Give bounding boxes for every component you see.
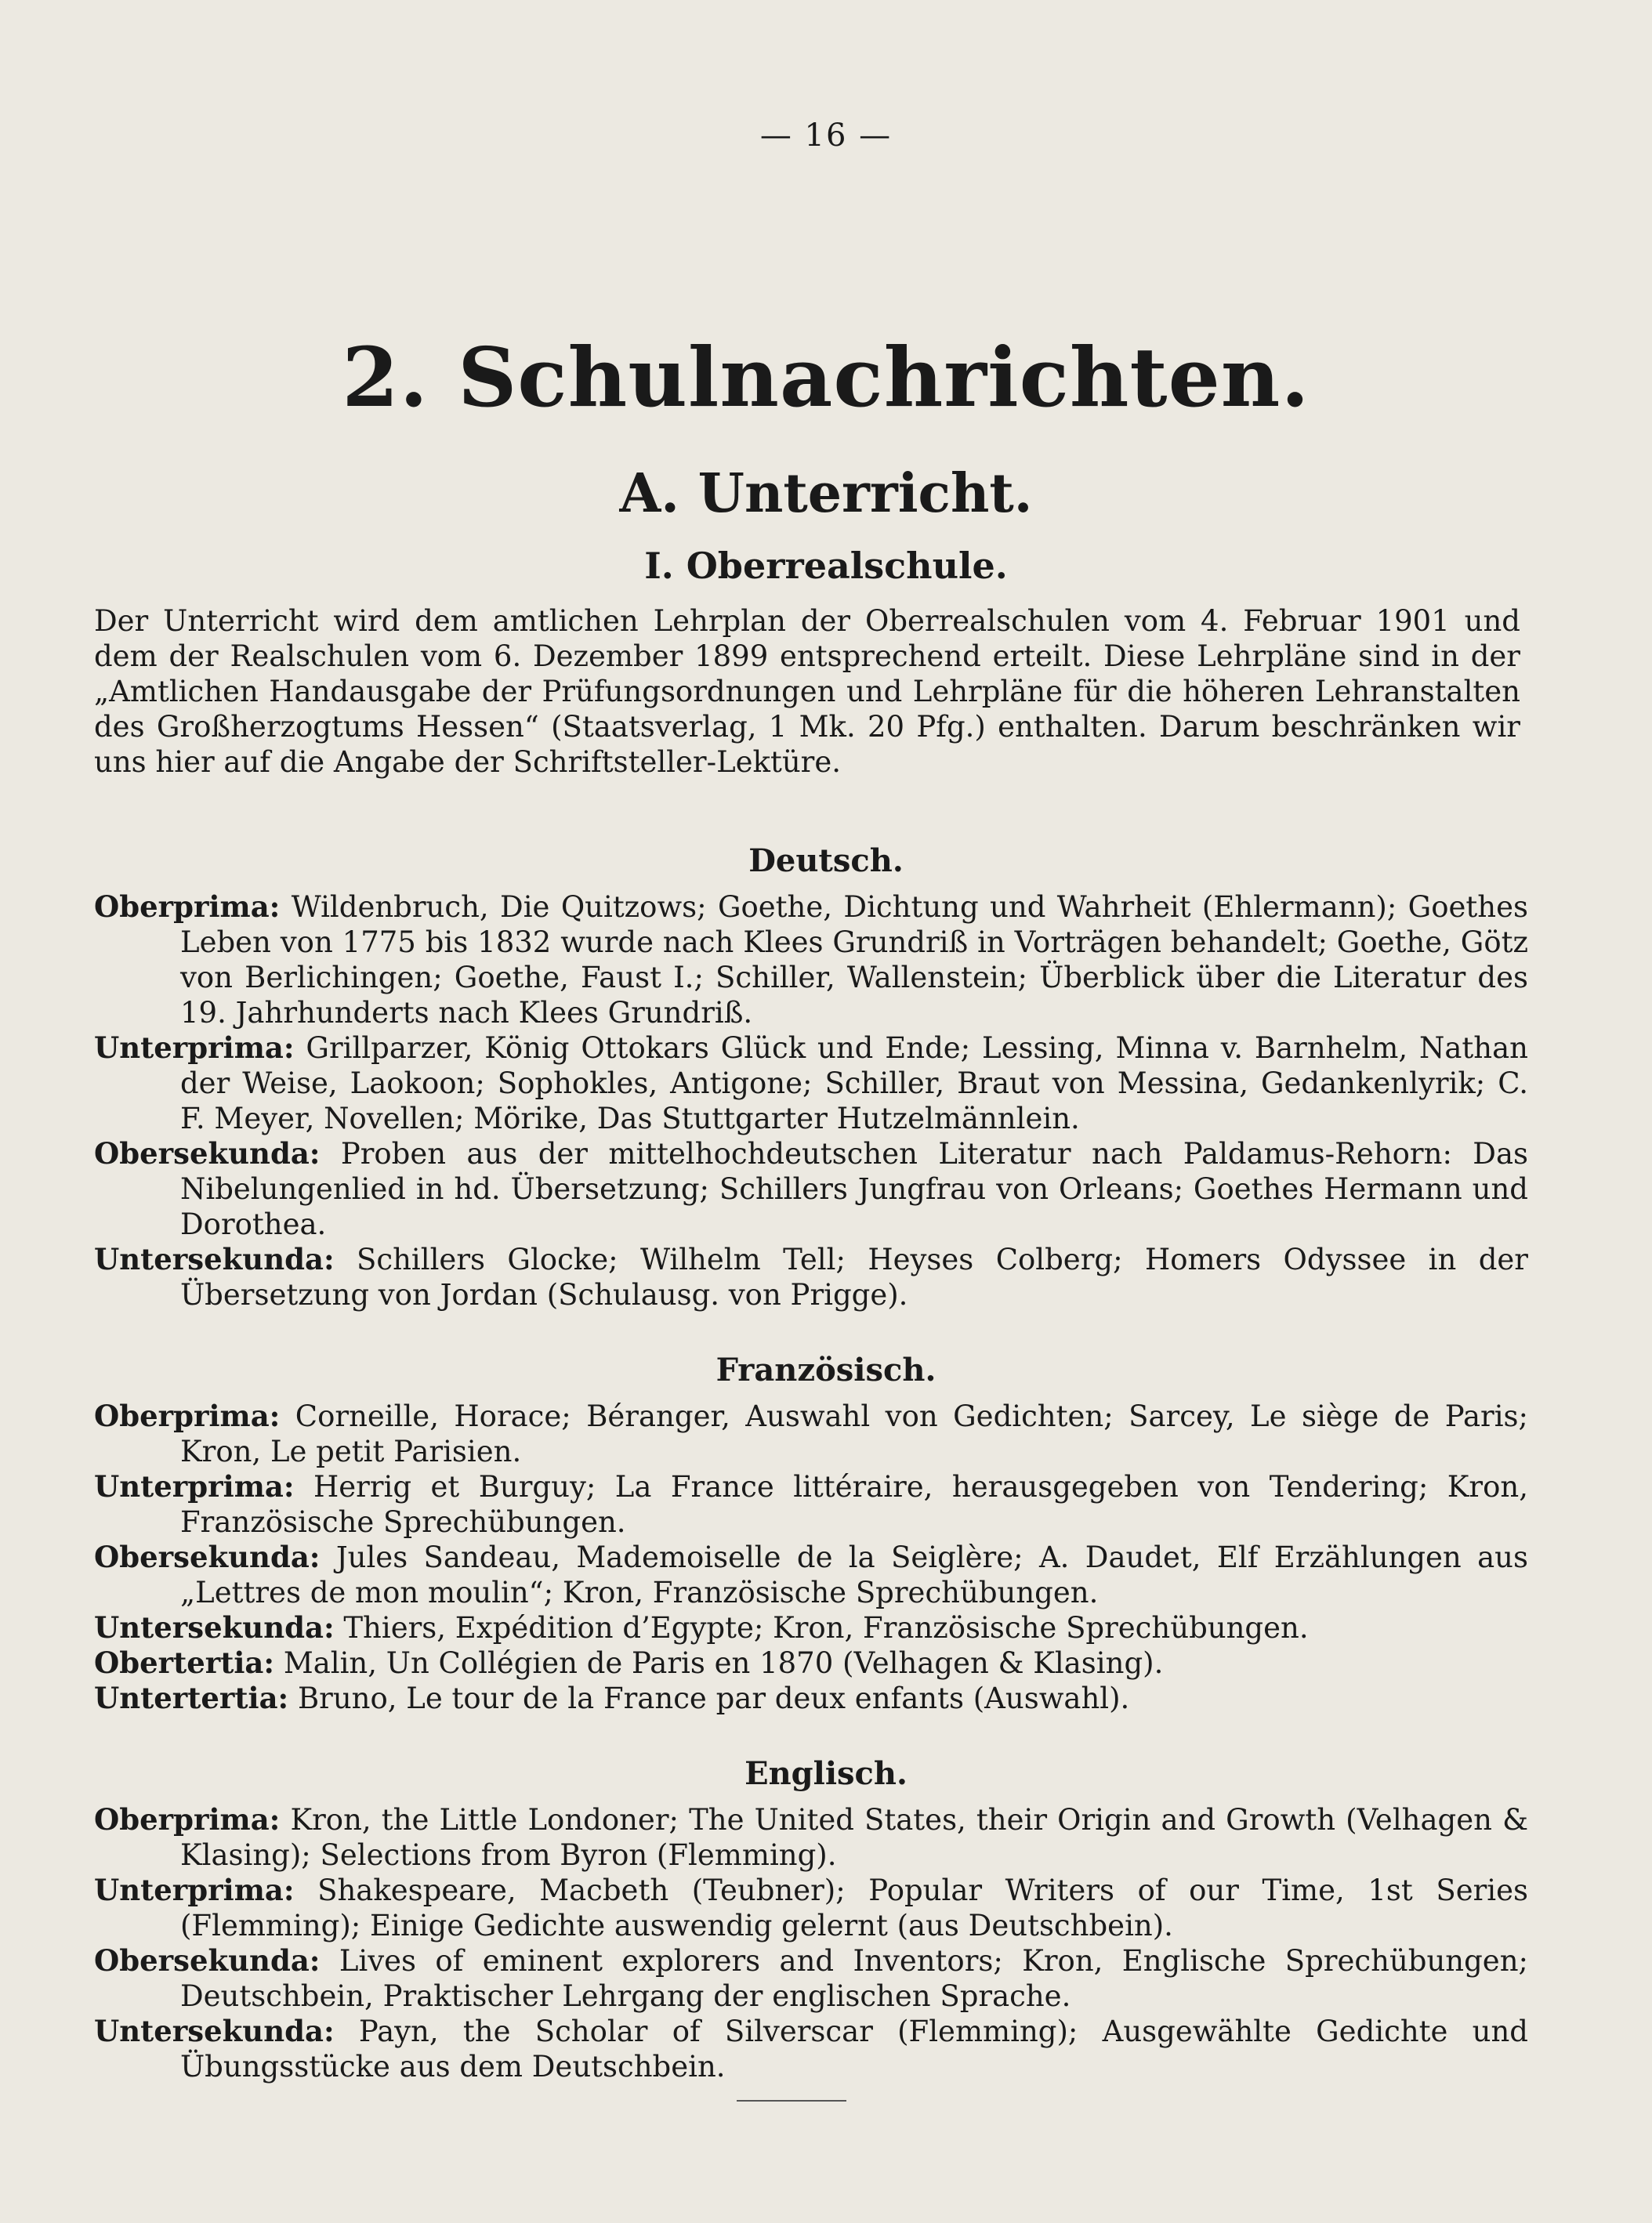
entry-text: Corneille, Horace; Béranger, Auswahl von Gedichten; Sarcey, Le siège de Paris; Kron, Le petit Parisien. (180, 1399, 1528, 1468)
franzoesisch-entries (94, 1399, 1528, 1716)
entry-label: Unterprima: (94, 1030, 295, 1065)
entry-label: Oberprima: (94, 889, 281, 924)
entry-text: Grillparzer, König Ottokars Glück und Ende; Lessing, Minna v. Barnhelm, Nathan der Weise, Laokoon; Sophokles, Antigone; Schiller, Braut von Messina, Gedankenlyrik; C. F. Meyer, Novellen; Mörike, Das Stuttgarter Hutzelmännlein. (180, 1031, 1528, 1135)
entry-text: Schillers Glocke; Wilhelm Tell; Heyses Colberg; Homers Odyssee in der Übersetzung von Jordan (Schulausg. von Prigge). (180, 1243, 1528, 1312)
entry-label: Untertertia: (94, 1681, 289, 1715)
entry-obersekunda (94, 1136, 1528, 1242)
page-title: 2. Schulnachrichten. (342, 329, 1310, 425)
entry-label: Untersekunda: (94, 1610, 335, 1645)
entry-obersekunda (94, 1540, 1528, 1610)
entry-text: Jules Sandeau, Mademoiselle de la Seiglère; A. Daudet, Elf Erzählungen aus „Lettres de mon moulin“; Kron, Französische Sprechübungen. (180, 1541, 1528, 1609)
entry-untersekunda (94, 1242, 1528, 1312)
entry-label: Obersekunda: (94, 1540, 321, 1574)
entry-text: Malin, Un Collégien de Paris en 1870 (Velhagen & Klasing). (283, 1646, 1164, 1680)
subsection-heading-i: I. Oberrealschule. (644, 545, 1008, 587)
entry-untertertia (94, 1681, 1528, 1716)
englisch-entries (94, 1802, 1528, 2084)
entry-label: Obertertia: (94, 1646, 275, 1680)
entry-text: Proben aus der mittelhochdeutschen Literatur nach Paldamus-Rehorn: Das Nibelungenlied in hd. Übersetzung; Schillers Jungfrau von Orleans; Goethes Hermann und Dorothea. (180, 1137, 1528, 1241)
section-heading-a: A. Unterricht. (619, 462, 1033, 525)
entry-text: Kron, the Little Londoner; The United States, their Origin and Growth (Velhagen & Klasing); Selections from Byron (Flemming). (180, 1803, 1528, 1872)
entry-unterprima (94, 1873, 1528, 1943)
entry-text: Herrig et Burguy; La France littéraire, herausgegeben von Tendering; Kron, Französische Sprechübungen. (180, 1470, 1528, 1539)
entry-text: Thiers, Expédition d’Egypte; Kron, Französische Sprechübungen. (343, 1611, 1309, 1645)
deutsch-entries (94, 889, 1528, 1312)
entry-obertertia (94, 1646, 1528, 1681)
closing-rule (737, 2100, 846, 2102)
entry-label: Oberprima: (94, 1399, 281, 1433)
entry-label: Unterprima: (94, 1873, 295, 1907)
entry-text: Lives of eminent explorers and Inventors; Kron, Englische Sprechübungen; Deutschbein, Praktischer Lehrgang der englischen Sprache. (180, 1944, 1528, 2013)
entry-unterprima (94, 1469, 1528, 1540)
section-title-englisch: Englisch. (744, 1755, 908, 1792)
section-title-deutsch: Deutsch. (748, 842, 904, 879)
entry-label: Unterprima: (94, 1469, 295, 1504)
entry-untersekunda (94, 2014, 1528, 2084)
entry-text: Shakespeare, Macbeth (Teubner); Popular Writers of our Time, 1st Series (Flemming); Einige Gedichte auswendig gelernt (aus Deutschbein). (180, 1874, 1528, 1942)
entry-oberprima (94, 889, 1528, 1030)
entry-label: Untersekunda: (94, 2014, 335, 2048)
entry-oberprima (94, 1399, 1528, 1469)
entry-label: Obersekunda: (94, 1943, 321, 1978)
entry-label: Obersekunda: (94, 1136, 321, 1171)
section-title-franzoesisch: Französisch. (716, 1352, 936, 1388)
entry-label: Untersekunda: (94, 1242, 335, 1276)
entry-unterprima (94, 1030, 1528, 1136)
intro-text: Der Unterricht wird dem amtlichen Lehrplan der Oberrealschulen vom 4. Februar 1901 und dem der Realschulen vom 6. Dezember 1899 entsprechend erteilt. Diese Lehrpläne sind in der „Amtlichen Handausgabe der Prüfungsordnungen und Lehrpläne für die höheren Lehranstalten des Großherzogtums Hessen“ (Staatsverlag, 1 Mk. 20 Pfg.) enthalten. Darum beschränken wir uns hier auf die Angabe der Schriftsteller-Lektüre. (94, 604, 1520, 779)
entry-untersekunda (94, 1610, 1528, 1646)
entry-oberprima (94, 1802, 1528, 1873)
entry-text: Payn, the Scholar of Silverscar (Flemming); Ausgewählte Gedichte und Übungsstücke aus dem Deutschbein. (180, 2015, 1528, 2084)
entry-text: Wildenbruch, Die Quitzows; Goethe, Dichtung und Wahrheit (Ehlermann); Goethes Leben von 1775 bis 1832 wurde nach Klees Grundriß in Vorträgen behandelt; Goethe, Götz von Berlichingen; Goethe, Faust I.; Schiller, Wallenstein; Überblick über die Literatur des 19. Jahrhunderts nach Klees Grundriß. (180, 890, 1528, 1030)
entry-text: Bruno, Le tour de la France par deux enfants (Auswahl). (297, 1682, 1130, 1715)
page-number: — 16 — (759, 118, 893, 154)
intro-paragraph (94, 603, 1520, 780)
entry-obersekunda (94, 1943, 1528, 2014)
entry-label: Oberprima: (94, 1802, 281, 1837)
